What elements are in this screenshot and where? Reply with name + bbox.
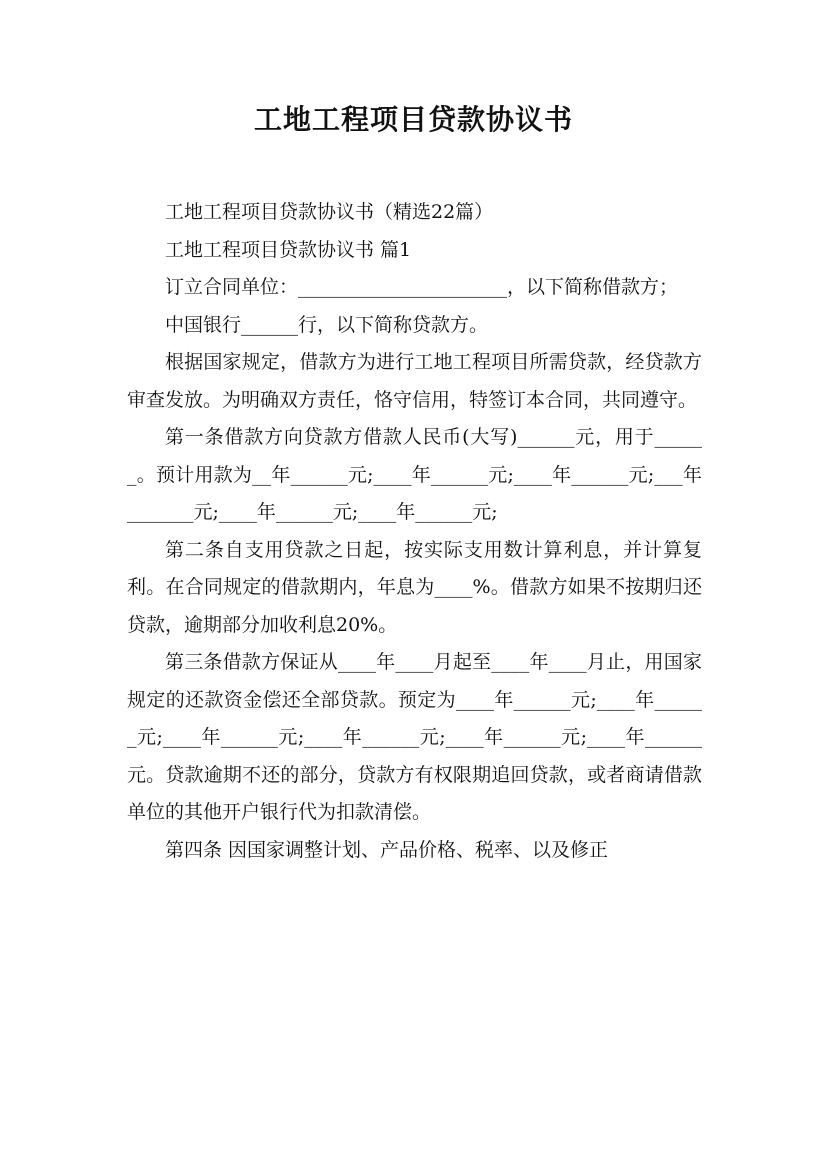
paragraph-article-1: 第一条借款方向贷款方借款人民币(大写)______元，用于______。预计用款为__年______元;____年______元;____年______元;___年_______元;____年______元;____年______元; [127, 426, 702, 523]
document-body [127, 194, 702, 869]
paragraph-article-4: 第四条 因国家调整计划、产品价格、税率、以及修正 [165, 838, 609, 861]
section-title: 工地工程项目贷款协议书 篇1 [165, 238, 412, 261]
paragraph-article-3: 第三条借款方保证从____年____月起至____年____月止，用国家规定的还款资金偿还全部贷款。预定为____年______元;____年______元;____年______元;____年______元;____年______元;____年______元。贷款逾期不还的部分，贷款方有权限期追回贷款，或者商请借款单位的其他开户银行代为扣款清偿。 [127, 651, 702, 823]
paragraph-preamble: 根据国家规定，借款方为进行工地工程项目所需贷款，经贷款方审查发放。为明确双方责任，恪守信用，特签订本合同，共同遵守。 [127, 351, 702, 411]
paragraph-contracting-party: 订立合同单位：______________________，以下简称借款方； [165, 276, 679, 298]
document-title: 工地工程项目贷款协议书 [253, 103, 573, 136]
paragraph-lender-bank: 中国银行______行，以下简称贷款方。 [165, 313, 489, 336]
document-subtitle: 工地工程项目贷款协议书（精选22篇） [165, 201, 494, 223]
paragraph-article-2: 第二条自支用贷款之日起，按实际支用数计算利息，并计算复利。在合同规定的借款期内，年息为____%。借款方如果不按期归还贷款，逾期部分加收利息20%。 [127, 538, 702, 636]
